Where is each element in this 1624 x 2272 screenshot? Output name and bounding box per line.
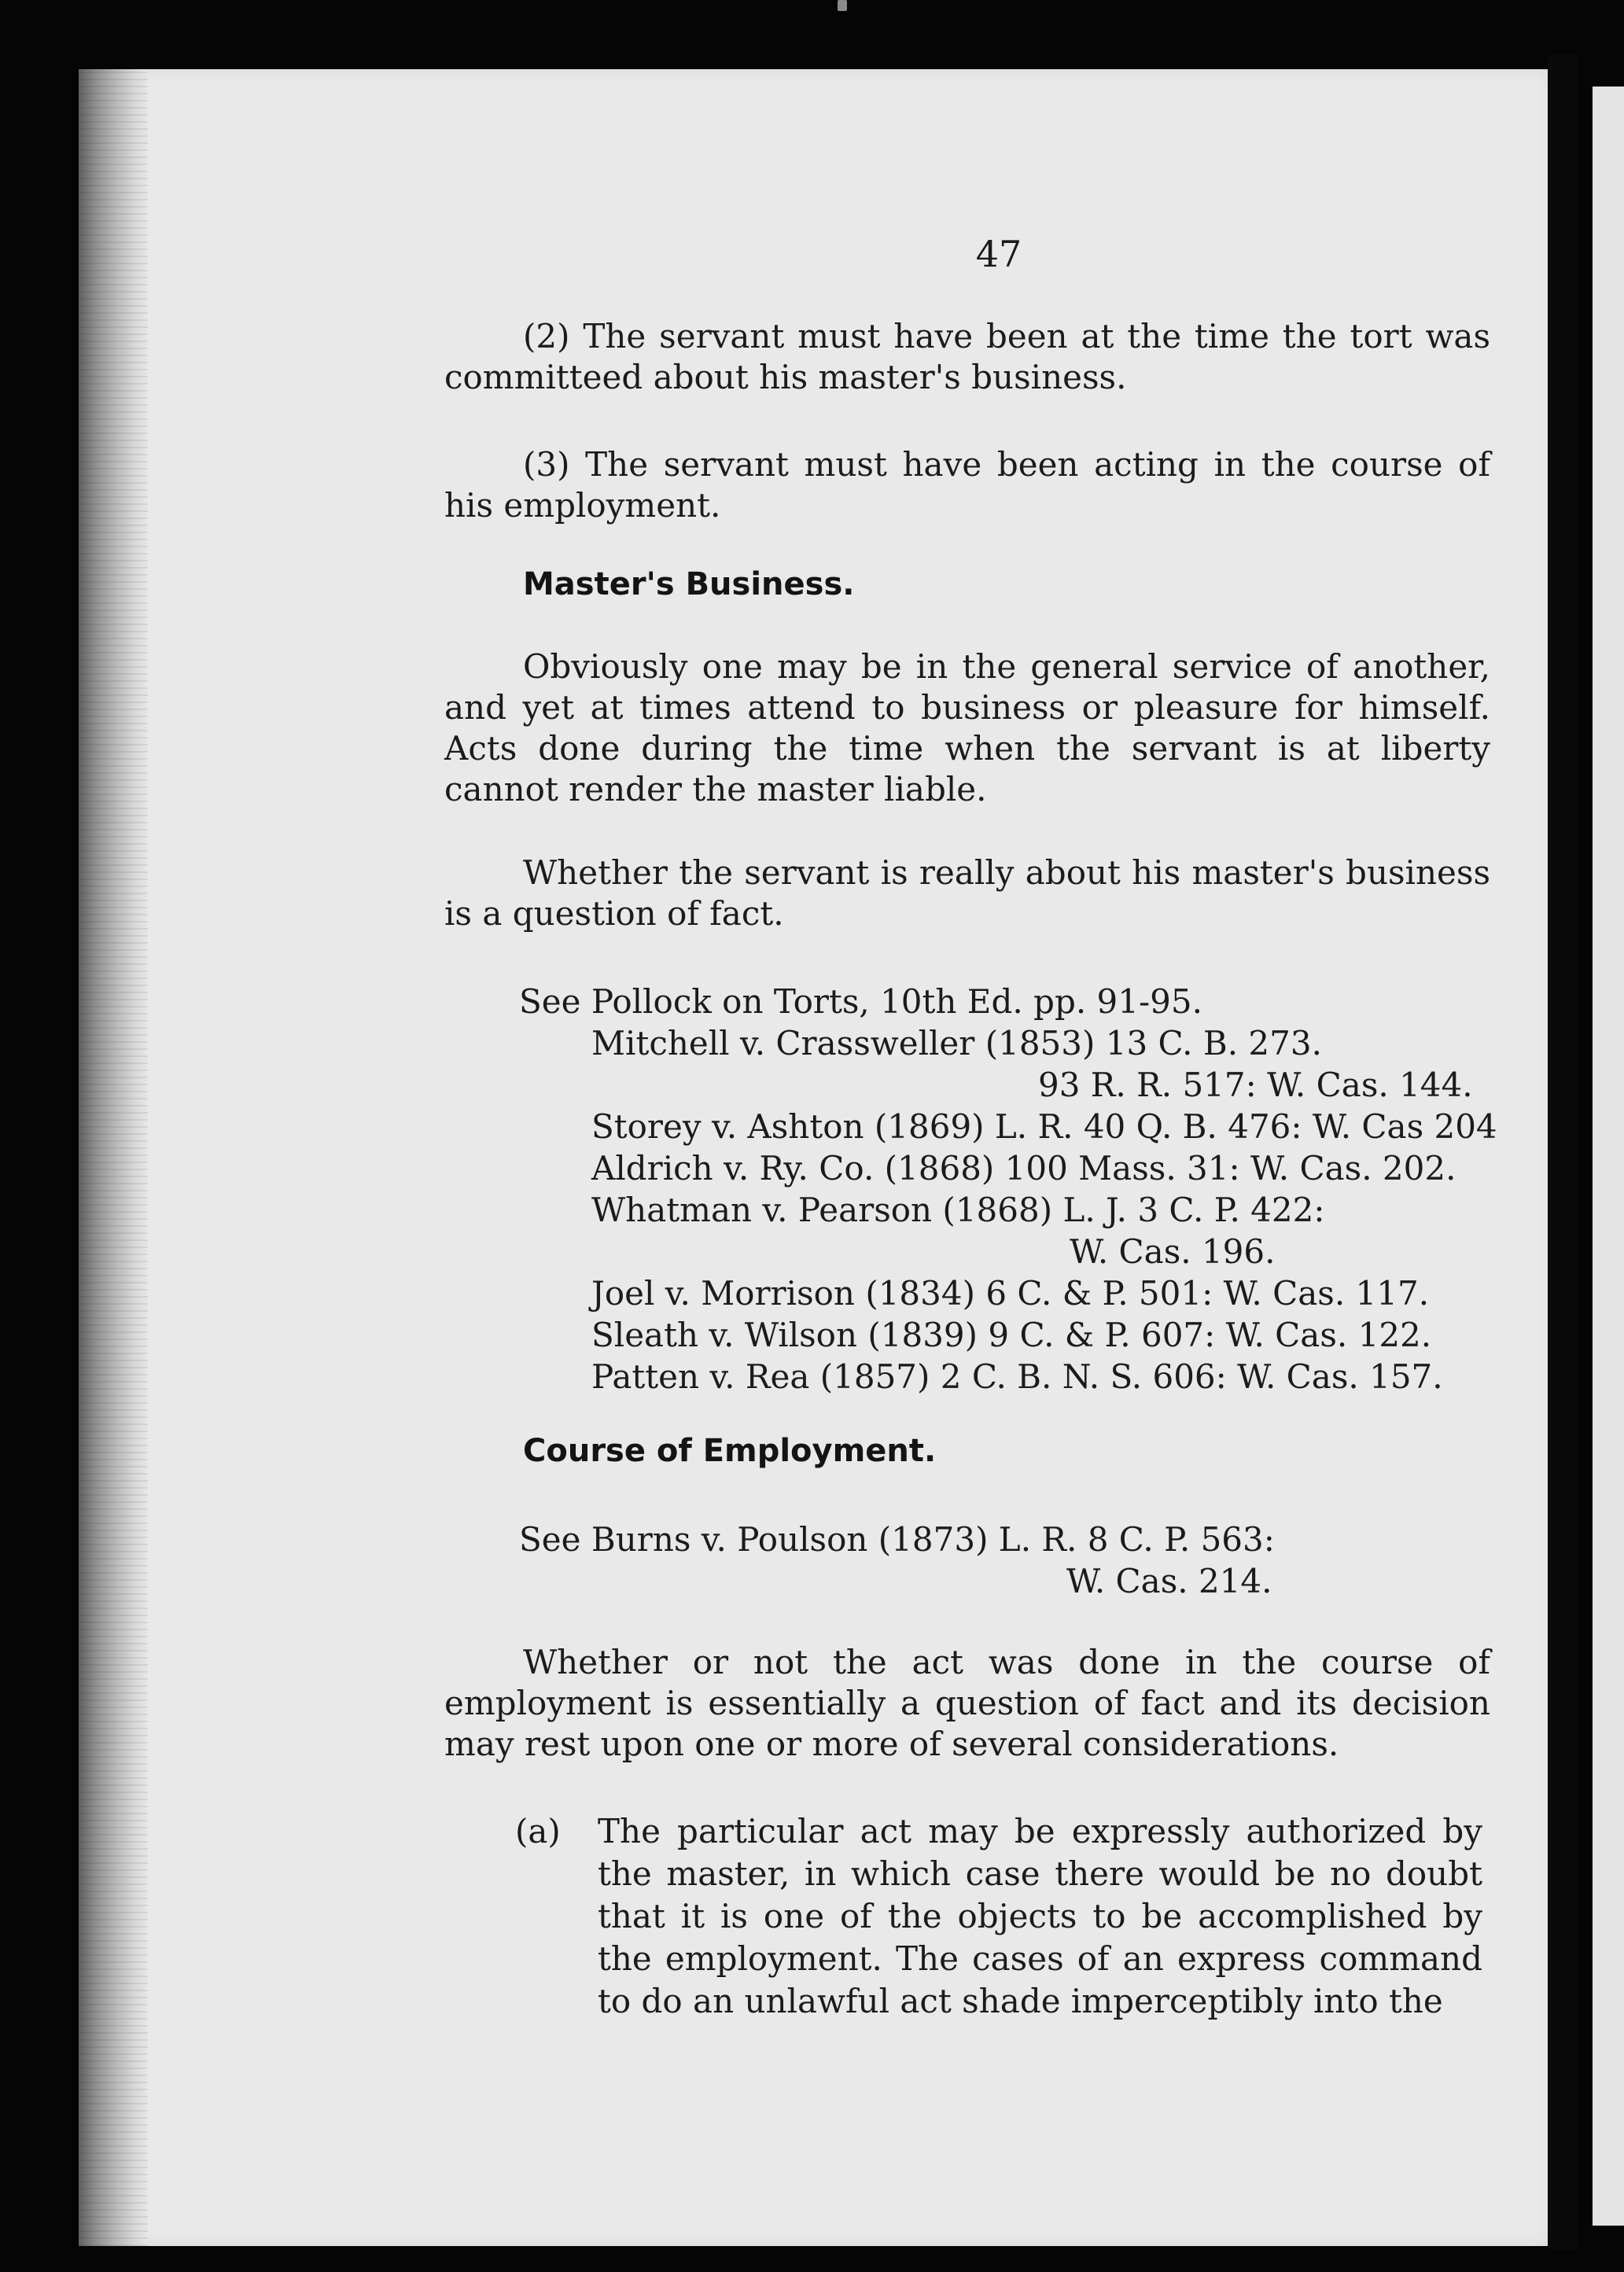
citation-line: W. Cas. 214. — [1066, 1562, 1272, 1600]
paragraph-whether-business: Whether the servant is really about his master's business is a question of fact. — [444, 853, 1490, 933]
paragraph-condition-3: (3) The servant must have been acting in the course of his employment. — [444, 445, 1490, 525]
page-binding-edge — [79, 69, 148, 2246]
adjacent-page-edge — [1593, 87, 1624, 2226]
citation-line: Aldrich v. Ry. Co. (1868) 100 Mass. 31: W. Cas. 202. — [591, 1149, 1456, 1188]
paragraph-condition-2: (2) The servant must have been at the time the tort was committeed about his master's business. — [444, 317, 1490, 396]
page-gutter-shadow — [1548, 55, 1578, 2249]
citation-line: Mitchell v. Crassweller (1853) 13 C. B. 273. — [591, 1024, 1322, 1062]
page-number: 47 — [975, 233, 1022, 275]
citation-line: Sleath v. Wilson (1839) 9 C. & P. 607: W. Cas. 122. — [591, 1316, 1432, 1354]
citation-line: W. Cas. 196. — [1070, 1232, 1276, 1271]
citation-line: Storey v. Ashton (1869) L. R. 40 Q. B. 476: W. Cas 204 — [591, 1107, 1497, 1146]
citation-line: See Pollock on Torts, 10th Ed. pp. 91-95. — [519, 982, 1202, 1021]
paragraph-whether-course: Whether or not the act was done in the course of employment is essentially a question of fact and its decision may rest upon one or more of several considerations. — [444, 1643, 1490, 1763]
citation-line: 93 R. R. 517: W. Cas. 144. — [1038, 1066, 1473, 1104]
heading-masters-business: Master's Business. — [523, 566, 855, 602]
paragraph-obviously: Obviously one may be in the general service of another, and yet at times attend to business or pleasure for himself. Acts done during the time when the servant is at liberty cannot render the master liable. — [444, 647, 1490, 808]
citation-line: Whatman v. Pearson (1868) L. J. 3 C. P. 422: — [591, 1191, 1325, 1229]
list-item-text: The particular act may be expressly authorized by the master, in which case there would be no doubt that it is one of the objects to be accomplished by the employment. The cases of an express command to do an unlawful act shade imperceptibly into the — [598, 1812, 1482, 2020]
citation-line: See Burns v. Poulson (1873) L. R. 8 C. P. 563: — [519, 1520, 1275, 1559]
heading-course-of-employment: Course of Employment. — [523, 1433, 937, 1469]
citation-line: Patten v. Rea (1857) 2 C. B. N. S. 606: W. Cas. 157. — [591, 1357, 1443, 1396]
scan-mark — [838, 0, 847, 11]
list-item-label: (a) — [515, 1812, 561, 1850]
citation-line: Joel v. Morrison (1834) 6 C. & P. 501: W. Cas. 117. — [591, 1274, 1430, 1313]
